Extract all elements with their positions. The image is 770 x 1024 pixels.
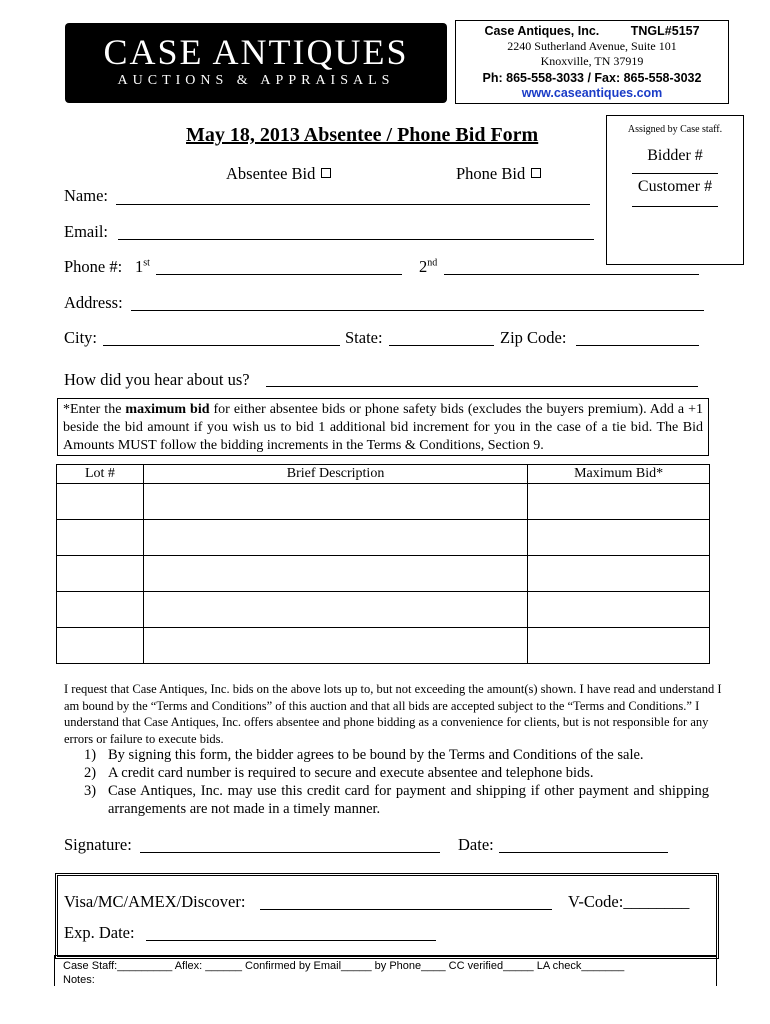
name-field[interactable] (116, 204, 590, 205)
description-cell[interactable] (143, 520, 527, 556)
absentee-checkbox[interactable] (321, 168, 331, 178)
phone-second-label (419, 257, 437, 277)
company-address-line2: Knoxville, TN 37919 (540, 54, 644, 68)
signature-label: Signature: (64, 835, 132, 854)
company-logo (65, 23, 447, 103)
vcode-field[interactable]: ________ (623, 892, 690, 911)
exp-date-field[interactable] (146, 940, 436, 941)
name-label: Name: (64, 186, 108, 205)
staff-box (606, 115, 744, 265)
logo-subtitle: AUCTIONS & APPRAISALS (117, 73, 395, 88)
customer-number-line (632, 206, 718, 207)
card-type-label: Visa/MC/AMEX/Discover: (64, 892, 246, 911)
term-text: Case Antiques, Inc. may use this credit card for payment and shipping if other payment and shipping arrangements are not made in a timely manner. (108, 783, 709, 817)
company-info-box (455, 20, 729, 104)
city-field[interactable] (103, 345, 340, 346)
exp-date-label: Exp. Date: (64, 923, 135, 942)
bidder-number-label: Bidder # (647, 147, 703, 164)
phone-bid-option[interactable] (456, 164, 541, 184)
office-use-box (54, 955, 717, 986)
hear-about-field[interactable] (266, 386, 698, 387)
table-row (57, 628, 710, 664)
phone-second-field[interactable] (444, 274, 699, 275)
phone-second-suffix: nd (427, 257, 438, 269)
term-number: 2) (84, 765, 97, 781)
hear-about-label: How did you hear about us? (64, 370, 250, 389)
lot-number-header: Lot # (57, 465, 144, 484)
city-label: City: (64, 328, 98, 347)
list-item (84, 746, 709, 764)
bid-instructions (57, 398, 709, 456)
phone-first-suffix: st (143, 257, 150, 269)
term-number: 3) (84, 783, 97, 799)
lots-header-row (57, 465, 710, 484)
terms-list (84, 746, 709, 818)
instructions-part2: for either absentee bids or phone safety bids (excludes the buyers premium). Add a +1 beside the bid amount if you wish us to bid 1 additional bid increment for you in the case of a tie bid. The Bid Amounts MUST follow the bidding increments in the Terms & Conditions, Section 9. (63, 402, 704, 453)
max-bid-cell[interactable] (528, 628, 710, 664)
table-row (57, 556, 710, 592)
description-cell[interactable] (143, 628, 527, 664)
card-number-field[interactable] (260, 909, 552, 910)
max-bid-cell[interactable] (528, 556, 710, 592)
address-label: Address: (64, 293, 123, 312)
description-header: Brief Description (143, 465, 527, 484)
max-bid-cell[interactable] (528, 592, 710, 628)
phone-bid-checkbox[interactable] (531, 168, 541, 178)
table-row (57, 520, 710, 556)
term-text: A credit card number is required to secure and execute absentee and telephone bids. (108, 765, 594, 781)
lot-number-cell[interactable] (57, 628, 144, 664)
company-address-line1: 2240 Sutherland Avenue, Suite 101 (507, 39, 677, 53)
list-item (84, 764, 709, 782)
lot-number-cell[interactable] (57, 520, 144, 556)
absentee-bid-option[interactable] (226, 164, 331, 184)
credit-card-box (55, 873, 719, 959)
table-row (57, 592, 710, 628)
staff-assigned-label: Assigned by Case staff. (627, 124, 723, 135)
absentee-bid-label: Absentee Bid (226, 164, 316, 183)
description-cell[interactable] (143, 556, 527, 592)
state-label: State: (345, 328, 383, 347)
lot-number-cell[interactable] (57, 592, 144, 628)
term-number: 1) (84, 747, 97, 763)
phone-bid-label: Phone Bid (456, 164, 526, 183)
zip-label: Zip Code: (500, 328, 567, 347)
office-notes-label: Notes: (63, 974, 95, 986)
signature-field[interactable] (140, 852, 440, 853)
email-label: Email: (64, 222, 108, 241)
date-label: Date: (458, 835, 494, 854)
company-phone: Ph: 865-558-3033 / Fax: 865-558-3032 (482, 71, 702, 85)
company-license: TNGL#5157 (630, 24, 700, 38)
term-text: By signing this form, the bidder agrees to be bound by the Terms and Conditions of the sale. (108, 747, 644, 763)
date-field[interactable] (499, 852, 668, 853)
vcode-text: V-Code: (568, 892, 624, 911)
vcode-label (568, 892, 689, 912)
phone-first-label (135, 257, 150, 277)
max-bid-cell[interactable] (528, 520, 710, 556)
form-title: May 18, 2013 Absentee / Phone Bid Form (186, 124, 539, 146)
state-field[interactable] (389, 345, 494, 346)
company-website[interactable]: www.caseantiques.com (521, 86, 663, 100)
email-field[interactable] (118, 239, 594, 240)
table-row (57, 484, 710, 520)
agreement-text: I request that Case Antiques, Inc. bids on the above lots up to, but not exceeding the amount(s) shown. I have read and understand I am bound by the “Terms and Conditions” of this auction and that all bids are accepted subject to the “Terms and Conditions.” I understand that Case Antiques, Inc. offers absentee and phone bidding as a convenience for clients, but is not responsible for any errors or failure to execute bids. (64, 682, 722, 746)
max-bid-header: Maximum Bid* (528, 465, 710, 484)
zip-field[interactable] (576, 345, 699, 346)
logo-title: CASE ANTIQUES (103, 32, 409, 72)
address-field[interactable] (131, 310, 704, 311)
company-name: Case Antiques, Inc. (484, 24, 600, 38)
lot-number-cell[interactable] (57, 484, 144, 520)
phone-first-field[interactable] (156, 274, 402, 275)
bidder-number-line (632, 173, 718, 174)
max-bid-cell[interactable] (528, 484, 710, 520)
instructions-bold: maximum bid (125, 402, 210, 417)
lot-number-cell[interactable] (57, 556, 144, 592)
phone-second-number: 2 (419, 257, 428, 276)
instructions-part1: *Enter the (63, 402, 126, 417)
phone-first-number: 1 (135, 257, 144, 276)
description-cell[interactable] (143, 484, 527, 520)
description-cell[interactable] (143, 592, 527, 628)
lots-table (56, 464, 710, 664)
list-item (84, 782, 709, 818)
office-use-line: Case Staff:_________ Aflex: ______ Confirmed by Email_____ by Phone____ CC verified_____ LA check_______ (63, 960, 625, 972)
customer-number-label: Customer # (637, 178, 713, 195)
phone-label: Phone #: (64, 257, 123, 276)
